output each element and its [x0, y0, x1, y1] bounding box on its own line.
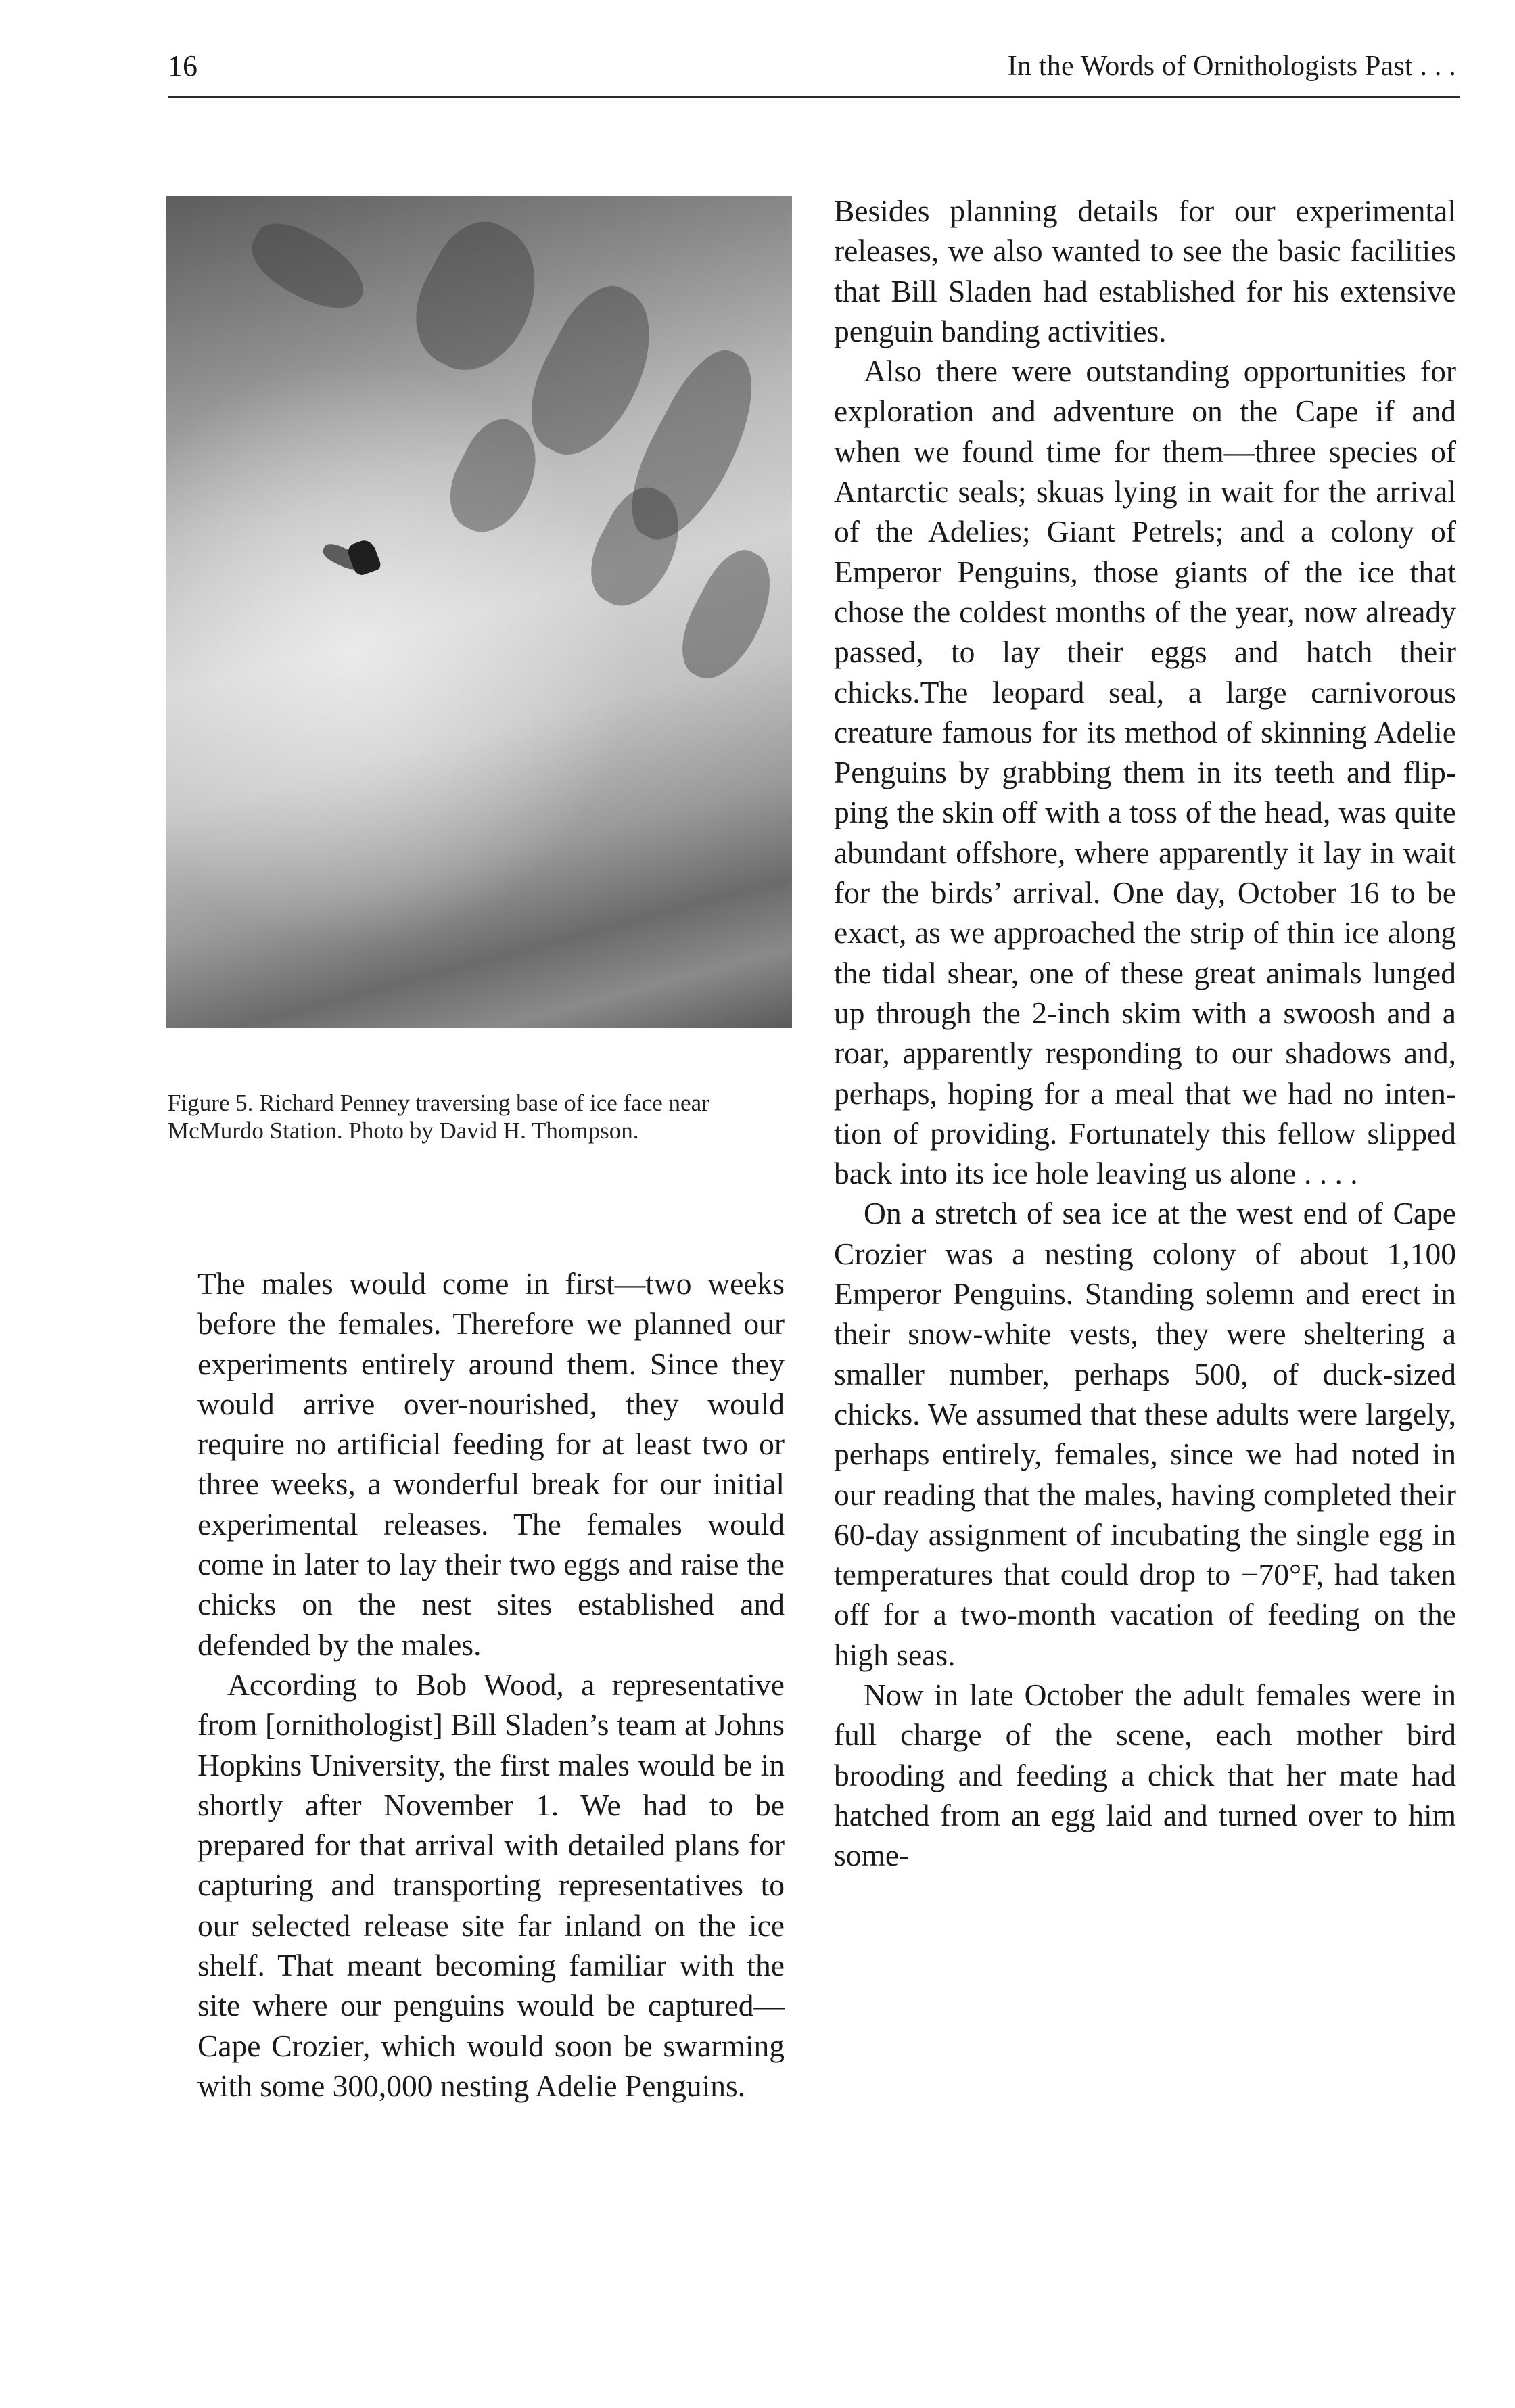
running-title: In the Words of Ornithologists Past . . . [1007, 51, 1456, 82]
ice-ridge [240, 212, 376, 323]
figure-caption: Figure 5. Richard Penney traversing base of ice face near McMurdo Station. Photo by David H. Thompson. [168, 1090, 709, 1144]
paragraph: Now in late October the adult females were in full charge of the scene, each mother bird brooding and feeding a chick that her mate had hatched from an egg laid and turned over to him some- [834, 1677, 1456, 1873]
ice-ridge [666, 540, 789, 691]
paragraph: Besides planning details for our experimental releases, we also wanted to see the basic facilities that Bill Sladen had established for his extensive penguin banding activities. [834, 193, 1456, 348]
paragraph: The males would come in first—two weeks before the females. Therefore we planned our experiments entirely around them. Since they would arrive over-nourished, they would require no artificial feeding for at least two or three weeks, a wonderful break for our initial experimental releases. The females would come in later to lay their two eggs and raise the chicks on the nest sites established and defended by the males. [197, 1266, 785, 1662]
paragraph: Also there were outstanding opportunities for exploration and adventure on the Cape if and when we found time for them—three species of Antarctic seals; skuas lying in wait for the arrival of the Adelies; Giant Petrels; and a colony of Emperor Penguins, those giants of the ice that chose the coldest months of the year, now already passed, to lay their eggs and hatch their chicks.The leopard seal, a large carnivorous creature famous for its method of skinning Adelie Penguins by grabbing them in its teeth and flipping the skin off with a toss of the head, was quite abundant offshore, where apparently it lay in wait for the birds’ arrival. One day, October 16 to be exact, as we approached the strip of thin ice along the tidal shear, one of these great animals lunged up through the 2-inch skim with a swoosh and a roar, apparently responding to our shadows and, perhaps, hoping for a meal that we had no intention of providing. Fortunately this fellow slipped back into its ice hole leaving us alone . . . . [834, 354, 1456, 1191]
right-column [834, 191, 1456, 1875]
paragraph: According to Bob Wood, a representative from [ornithologist] Bill Sladen’s team at Johns Hopkins University, the first males would be in shortly after November 1. We had to be prepared for that arrival with detailed plans for capturing and transporting representatives to our selected release site far inland on the ice shelf. That meant becoming familiar with the site where our penguins would be captured—Cape Crozier, which would soon be swarming with some 300,000 nesting Adelie Penguins. [197, 1667, 785, 2103]
climber-figure [346, 538, 382, 578]
paragraph: On a stretch of sea ice at the west end of Cape Crozier was a nesting colony of about 1,100 Emperor Penguins. Standing solemn and erect in their snow-white vests, they were sheltering a smaller number, perhaps 500, of duck-sized chicks. We assumed that these adults were largely, perhaps entirely, females, since we had noted in our reading that the males, having completed their 60-day assignment of incubating the single egg in temperatures that could drop to −70°F, had taken off for a two-month vacation of feeding on the high seas. [834, 1196, 1456, 1672]
page-header [168, 41, 1456, 95]
page-number: 16 [168, 49, 197, 83]
left-column [197, 1264, 785, 2106]
header-rule [168, 96, 1460, 98]
figure-photo [166, 196, 792, 1028]
ice-ridge [395, 206, 561, 388]
